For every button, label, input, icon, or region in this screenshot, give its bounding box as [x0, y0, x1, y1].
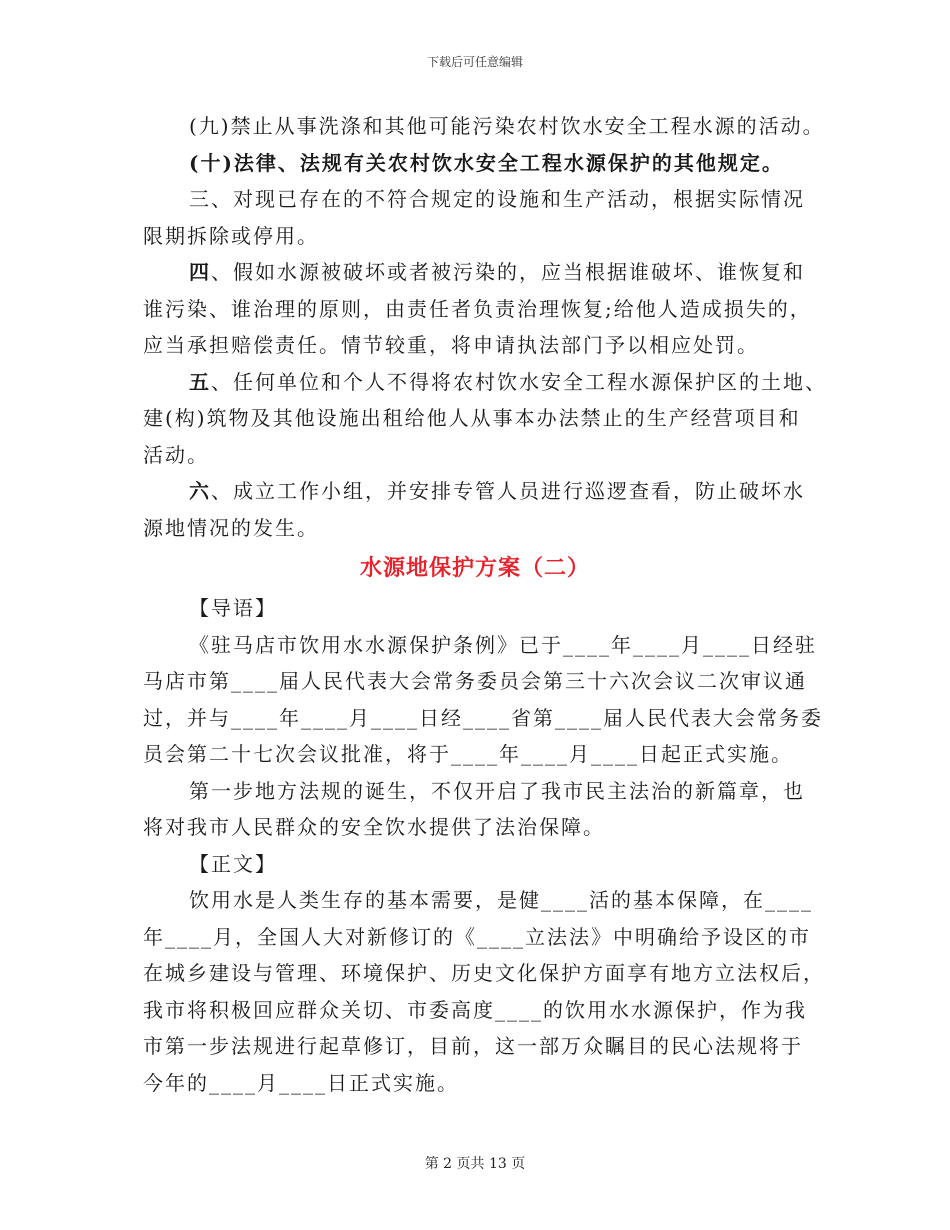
body-paragraph-1 — [143, 882, 825, 1101]
paragraph-6 — [143, 473, 807, 546]
section-title: 水源地保护方案（二） — [359, 555, 590, 581]
paragraph-line-text: 、任何单位和个人不得将农村饮水安全工程水源保护区的土地、 — [211, 369, 827, 394]
paragraph-line: 我市将积极回应群众关切、市委高度____的饮用水水源保护，作为我 — [143, 997, 807, 1022]
body-label: 【正文】 — [189, 851, 277, 876]
page-number-footer: 第 2 页共 13 页 — [424, 1156, 526, 1172]
paragraph-first-line — [143, 364, 827, 401]
paragraph-marker: 四 — [189, 260, 211, 284]
paragraph-line: 第一步地方法规的诞生，不仅开启了我市民主法治的新篇章，也 — [189, 778, 805, 803]
paragraph-line: 将对我市人民群众的安全饮水提供了法治保障。 — [143, 815, 605, 839]
paragraph-line: 《驻马店市饮用水水源保护条例》已于____年____月____日经驻 — [189, 632, 817, 657]
paragraph-line: 今年的____月____日正式实施。 — [143, 1070, 459, 1095]
paragraph-line: 应当承担赔偿责任。情节较重，将申请执法部门予以相应处罚。 — [143, 333, 759, 357]
paragraph-3 — [143, 181, 807, 254]
document-body — [143, 108, 827, 1101]
paragraph-marker: 六 — [189, 479, 211, 503]
paragraph-line: 年____月，全国人大对新修订的《____立法法》中明确给予设区的市 — [143, 924, 811, 949]
paragraph-line: 活动。 — [143, 442, 209, 467]
paragraph-first-line — [143, 254, 807, 291]
paragraph-line-text: 、假如水源被破坏或者被污染的，应当根据谁破坏、谁恢复和 — [211, 260, 805, 284]
guide-paragraph-2 — [143, 773, 807, 846]
paragraph-line-text: 、成立工作小组，并安排专管人员进行巡逻查看，防止破坏水 — [211, 479, 805, 503]
paragraph-line: 限期拆除或停用。 — [143, 223, 319, 248]
paragraph-line: 过，并与____年____月____日经____省第____届人民代表大会常务委 — [143, 705, 823, 730]
paragraph-4 — [143, 254, 812, 364]
paragraph-marker: 五 — [189, 369, 211, 394]
paragraph-line: 员会第二十七次会议批准，将于____年____月____日起正式实施。 — [143, 742, 793, 766]
clause-10: (十)法律、法规有关农村饮水安全工程水源保护的其他规定。 — [189, 150, 784, 175]
paragraph-line: 三、对现已存在的不符合规定的设施和生产活动，根据实际情况 — [189, 187, 805, 211]
paragraph-first-line — [143, 473, 807, 510]
paragraph-line: 谁污染、谁治理的原则，由责任者负责治理恢复;给他人造成损失的， — [143, 296, 812, 321]
clause-9: (九)禁止从事洗涤和其他可能污染农村饮水安全工程水源的活动。 — [189, 114, 825, 138]
paragraph-line: 源地情况的发生。 — [143, 515, 319, 540]
paragraph-line: 马店市第____届人民代表大会常务委员会第三十六次会议二次审议通 — [143, 669, 807, 693]
guide-label: 【导语】 — [189, 596, 277, 620]
paragraph-line: 饮用水是人类生存的基本需要，是健____活的基本保障，在____ — [189, 888, 813, 912]
paragraph-line: 在城乡建设与管理、环境保护、历史文化保护方面享有地方立法权后， — [143, 961, 825, 985]
paragraph-line: 市第一步法规进行起草修订，目前，这一部万众瞩目的民心法规将于 — [143, 1034, 803, 1058]
guide-paragraph-1 — [143, 627, 823, 773]
paragraph-5 — [143, 364, 827, 474]
paragraph-line: 建(构)筑物及其他设施出租给他人从事本办法禁止的生产经营项目和 — [143, 406, 801, 430]
page-header-note: 下载后可任意编辑 — [426, 55, 523, 69]
